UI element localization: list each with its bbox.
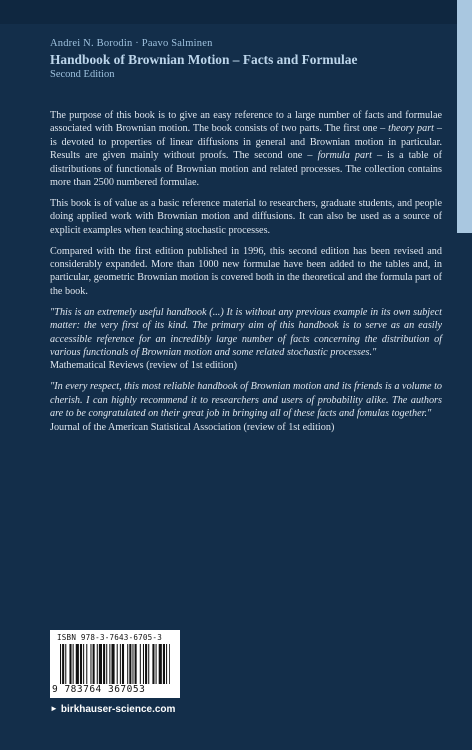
barcode-bar (135, 644, 137, 684)
barcode-bar (132, 644, 133, 684)
publisher-website[interactable] (50, 704, 175, 715)
barcode-bar (117, 644, 118, 684)
barcode-bar (99, 644, 102, 684)
barcode-bar (145, 644, 147, 684)
paragraph-purpose: The purpose of this book is to give an easy reference to a large number of facts and formulae associated with Brownian motion. The book consists of two parts. The first one – theory part – is devoted to properties of linear diffusions in general and Brownian motion in particular. Results are given mainly without proofs. The second one – formula part – is a table of distributions of functionals of Brownian motion and related processes. The collection contains more than 2500 numbered formulae. (50, 110, 442, 189)
barcode-bar (120, 644, 121, 684)
website-label: birkhauser-science.com (60, 704, 176, 715)
blurb-text (50, 109, 442, 441)
barcode-bar (103, 644, 105, 684)
barcode-bar (65, 644, 66, 684)
barcode-bar (83, 644, 84, 684)
barcode-bar (60, 644, 61, 684)
isbn-label: ISBN 978-3-7643-6705-3 (57, 633, 162, 642)
paragraph-audience: This book is of value as a basic reference material to researchers, graduate students, and people doing applied work with Brownian motion and diffusions. It can also be used as a source of explicit examples when teaching stochastic processes. (50, 197, 442, 236)
barcode-bar (122, 644, 124, 684)
side-accent-tab (457, 0, 472, 233)
barcode-bar (127, 644, 128, 684)
barcode-bar (62, 644, 64, 684)
top-band (0, 0, 472, 24)
barcode-bar (90, 644, 91, 684)
review-quote-1: "This is an extremely useful handbook (...) It is without any previous example in its own subject matter: the very first of its kind. The primary aim of this handbook is to serve as an easily accessible reference for an incredibly large number of facts concerning the distribution of various functionals of Brownian motion and some related stochastic processes." (50, 306, 442, 358)
barcode-bar (156, 644, 157, 684)
barcode-bar (159, 644, 162, 684)
review-source-2: Journal of the American Statistical Association (review of 1st edition) (50, 421, 335, 433)
barcode-bar (106, 644, 107, 684)
barcode-bar (111, 644, 114, 684)
theory-part-term: theory part (388, 123, 435, 135)
barcode-bar (129, 644, 131, 684)
barcode-bar (76, 644, 79, 684)
barcode-bar (109, 644, 110, 684)
barcode-bar (140, 644, 141, 684)
barcode-bar (163, 644, 165, 684)
barcode-bar (169, 644, 170, 684)
barcode-bar (69, 644, 71, 684)
barcode-bar (86, 644, 87, 684)
barcode-bar (152, 644, 154, 684)
review-quote-2: "In every respect, this most reliable handbook of Brownian motion and its friends is a volume to cherish. I can highly recommend it to researchers and users of probability alike. The authors are to be congratulated on their great job in bringing all of these facts and fomulas together." (50, 381, 442, 420)
barcode-digits: 9 783764 367053 (52, 684, 146, 695)
book-title: Handbook of Brownian Motion – Facts and Formulae (50, 52, 358, 67)
barcode-bars (60, 644, 170, 684)
barcode-bar (143, 644, 144, 684)
barcode-bar (93, 644, 95, 684)
barcode (50, 630, 180, 698)
formula-part-term: formula part (317, 150, 372, 162)
authors: Andrei N. Borodin · Paavo Salminen (50, 38, 213, 49)
barcode-bar (166, 644, 167, 684)
paragraph-edition: Compared with the first edition published in 1996, this second edition has been revised and considerably expanded. More than 1000 new formulae have been added to the tables and, in particular, geometric Brownian motion is covered both in the theoretical and the formula part of the book. (50, 245, 442, 297)
barcode-bar (80, 644, 82, 684)
barcode-bar (148, 644, 149, 684)
barcode-bar (73, 644, 74, 684)
review-source-1: Mathematical Reviews (review of 1st edition) (50, 360, 237, 372)
triangle-right-icon: ► (50, 704, 58, 713)
barcode-bar (97, 644, 98, 684)
edition-label: Second Edition (50, 69, 115, 80)
